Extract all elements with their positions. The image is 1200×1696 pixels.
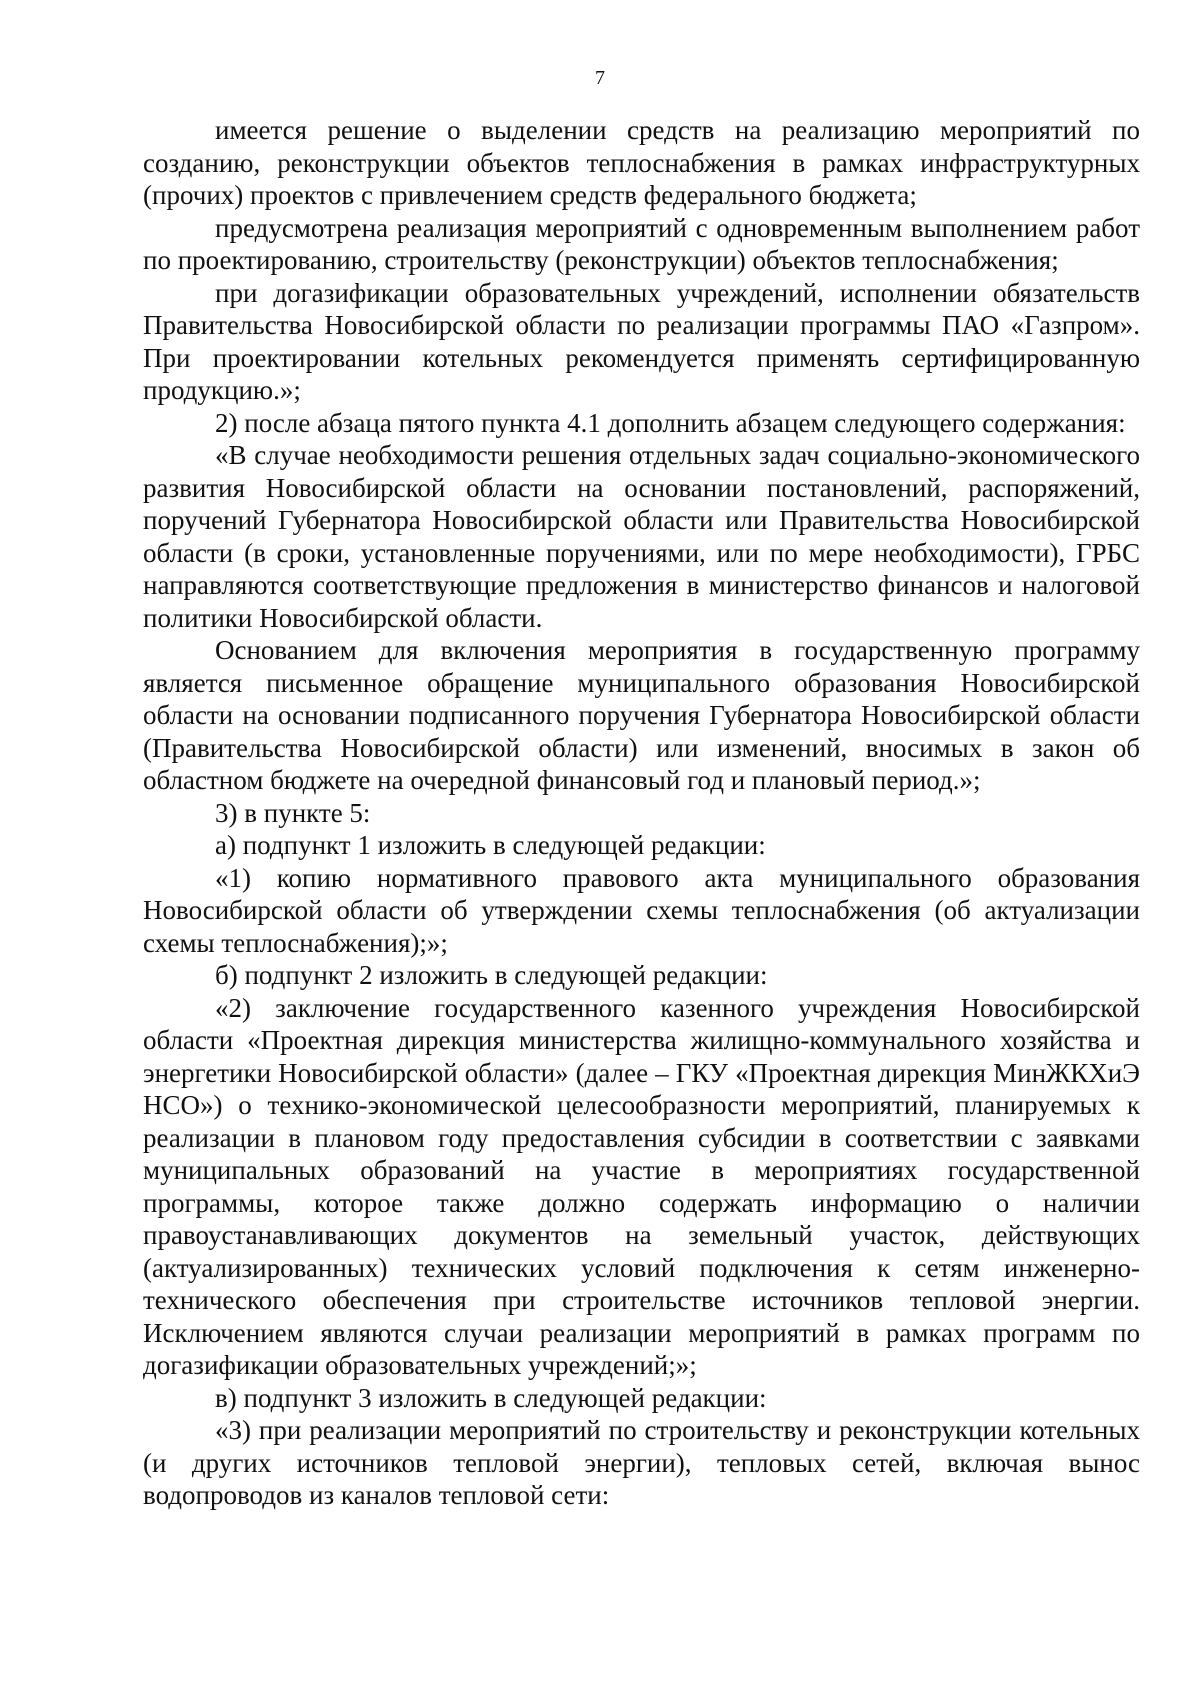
paragraph: в) подпункт 3 изложить в следующей редакции:: [215, 1382, 767, 1413]
paragraph: 3) в пункте 5:: [215, 797, 371, 828]
paragraph: «3) при реализации мероприятий по строительству и реконструкции котельных (и других источников тепловой энергии), тепловых сетей, включая вынос водопроводов из каналов тепловой сети:: [143, 1415, 1140, 1510]
paragraph: «2) заключение государственного казенного учреждения Новосибирской области «Проектная дирекция министерства жилищно-коммунального хозяйства и энергетики Новосибирской области» (далее – ГКУ «Проектная дирекция МинЖКХиЭ НСО») о технико-экономической целесообразности мероприятий, планируемых к реализации в плановом году предоставления субсидии в соответствии с заявками муниципальных образований на участие в мероприятиях государственной программы, которое также должно содержать информацию о наличии правоустанавливающих документов на земельный участок, действующих (актуализированных) технических условий подключения к сетям инженерно-технического обеспечения при строительстве источников тепловой энергии. Исключением являются случаи реализации мероприятий в рамках программ по догазификации образовательных учреждений;»;: [143, 992, 1140, 1380]
paragraph: б) подпункт 2 изложить в следующей редакции:: [215, 960, 768, 990]
paragraph: а) подпункт 1 изложить в следующей редакции:: [215, 830, 766, 860]
paragraph: при догазификации образовательных учреждений, исполнении обязательств Правительства Новосибирской области по реализации программы ПАО «Газпром». При проектировании котельных рекомендуется применять сертифицированную продукцию.»;: [143, 277, 1140, 405]
paragraph: 2) после абзаца пятого пункта 4.1 дополнить абзацем следующего содержания:: [215, 407, 1126, 438]
page-number: 7: [595, 67, 605, 89]
paragraph: имеется решение о выделении средств на реализацию мероприятий по созданию, реконструкции объектов теплоснабжения в рамках инфраструктурных (прочих) проектов с привлечением средств федерального бюджета;: [143, 115, 1140, 210]
document-body: [143, 114, 1140, 1512]
paragraph: «В случае необходимости решения отдельных задач социально-экономического развития Новосибирской области на основании постановлений, распоряжений, поручений Губернатора Новосибирской области или Правительства Новосибирской области (в сроки, установленные поручениями, или по мере необходимости), ГРБС направляются соответствующие предложения в министерство финансов и налоговой политики Новосибирской области.: [143, 440, 1140, 633]
paragraph: «1) копию нормативного правового акта муниципального образования Новосибирской области об утверждении схемы теплоснабжения (об актуализации схемы теплоснабжения);»;: [143, 862, 1140, 958]
paragraph: Основанием для включения мероприятия в государственную программу является письменное обращение муниципального образования Новосибирской области на основании подписанного поручения Губернатора Новосибирской области (Правительства Новосибирской области) или изменений, вносимых в закон об областном бюджете на очередной финансовый год и плановый период.»;: [143, 635, 1140, 795]
paragraph: предусмотрена реализация мероприятий с одновременным выполнением работ по проектированию, строительству (реконструкции) объектов теплоснабжения;: [143, 212, 1140, 275]
